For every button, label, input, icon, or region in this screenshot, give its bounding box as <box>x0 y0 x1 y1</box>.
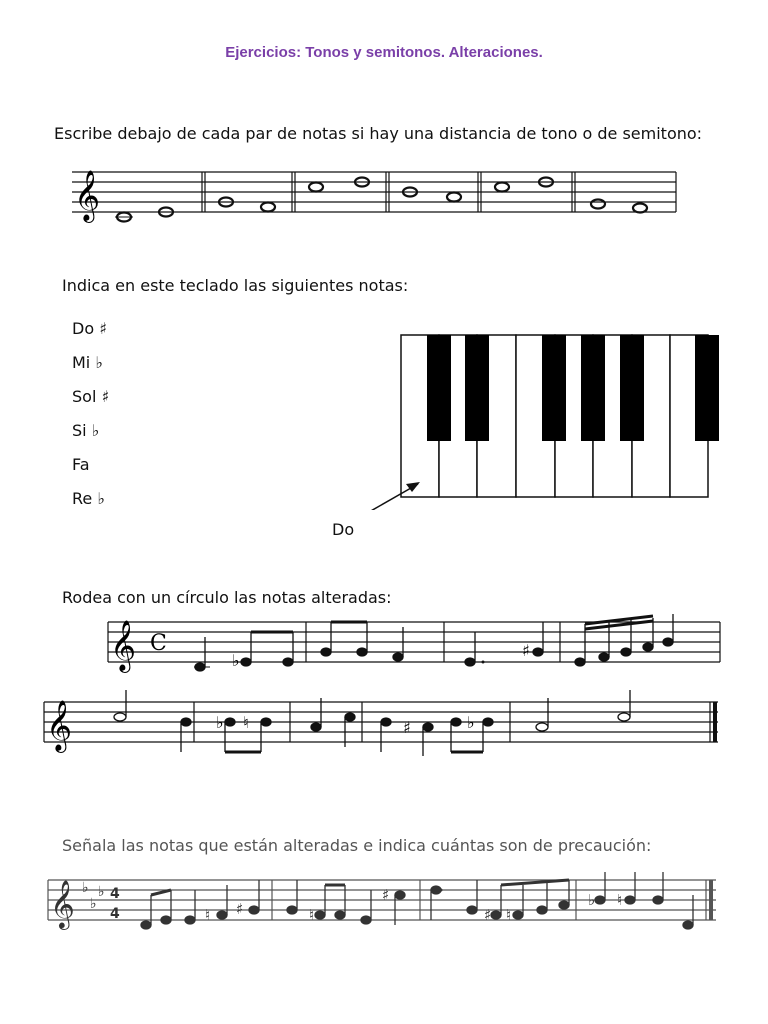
flat-icon: ♭ <box>232 651 240 670</box>
treble-clef-icon: 𝄞 <box>74 170 101 221</box>
flat-icon: ♭ <box>588 891 596 909</box>
natural-icon: ♮ <box>506 906 512 924</box>
list-item: Si ♭ <box>72 421 100 440</box>
flat-icon: ♭ <box>467 713 475 732</box>
natural-icon: ♮ <box>617 891 623 909</box>
list-item: Mi ♭ <box>72 353 103 372</box>
sharp-icon: ♯ <box>484 906 492 924</box>
time-signature: C <box>150 631 167 656</box>
staff-altered-notes-2 <box>0 690 768 760</box>
treble-clef-icon: 𝄞 <box>46 700 73 751</box>
list-item: Re ♭ <box>72 489 105 508</box>
treble-clef-icon: 𝄞 <box>50 879 75 928</box>
flat-icon: ♭ <box>98 884 105 900</box>
page-title: Ejercicios: Tonos y semitonos. Alteraciones. <box>225 44 543 61</box>
staff-tones-exercise <box>0 160 768 230</box>
sharp-icon: ♯ <box>236 900 244 918</box>
natural-icon: ♮ <box>243 713 249 732</box>
sharp-icon: ♯ <box>382 886 390 904</box>
section4-instruction: Señala las notas que están alteradas e indica cuántas son de precaución: <box>62 836 652 855</box>
time-signature-bottom: 4 <box>110 906 120 922</box>
list-item: Fa <box>72 455 90 474</box>
section3-instruction: Rodea con un círculo las notas alteradas: <box>62 588 392 607</box>
sharp-icon: ♯ <box>403 718 411 737</box>
do-key-label: Do <box>332 520 355 539</box>
natural-icon: ♮ <box>309 906 315 924</box>
list-item: Do ♯ <box>72 319 107 338</box>
list-item: Sol ♯ <box>72 387 110 406</box>
natural-icon: ♮ <box>205 906 211 924</box>
section2-instruction: Indica en este teclado las siguientes notas: <box>62 276 409 295</box>
flat-icon: ♭ <box>82 880 89 896</box>
time-signature-top: 4 <box>110 886 120 902</box>
treble-clef-icon: 𝄞 <box>110 620 137 671</box>
sharp-icon: ♯ <box>522 641 530 660</box>
flat-icon: ♭ <box>216 713 224 732</box>
section1-instruction: Escribe debajo de cada par de notas si hay una distancia de tono o de semitono: <box>54 124 703 143</box>
flat-icon: ♭ <box>90 896 97 912</box>
staff-altered-notes-1 <box>0 610 768 680</box>
staff-precaution-notes <box>0 868 768 938</box>
piano-keyboard <box>0 330 768 510</box>
